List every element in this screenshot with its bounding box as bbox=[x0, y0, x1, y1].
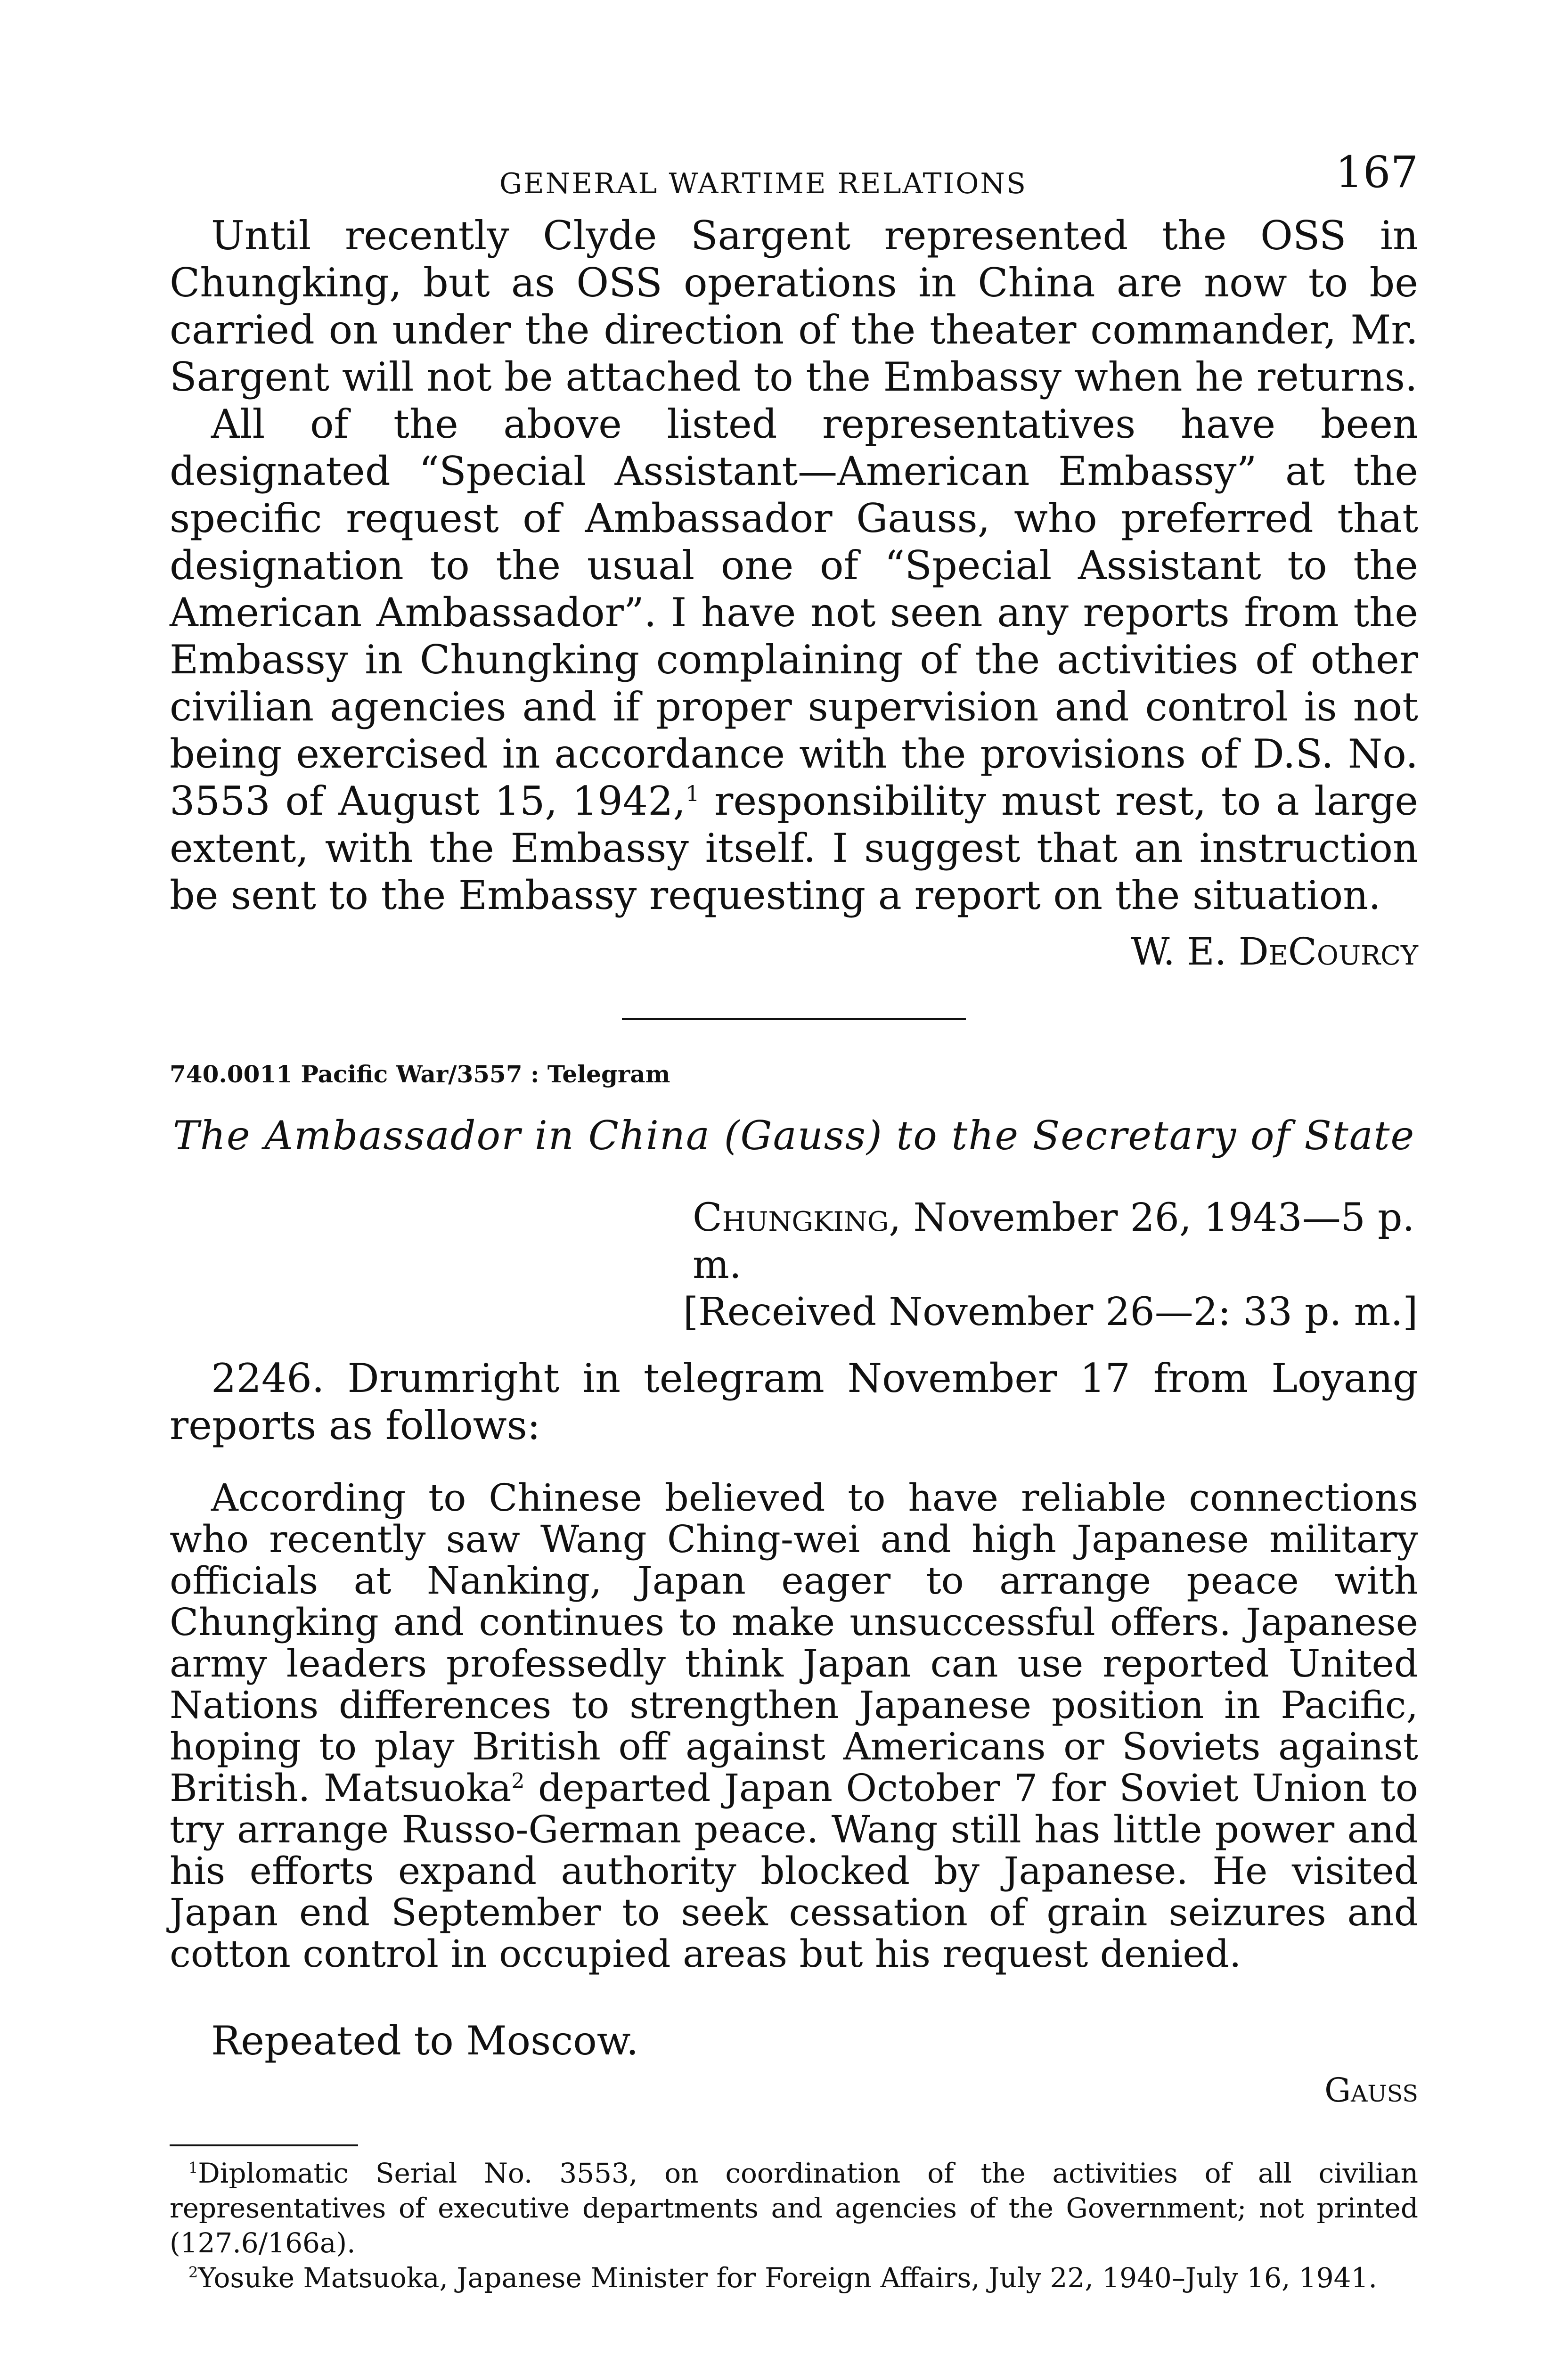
section-divider bbox=[622, 1018, 966, 1020]
telegram-body-text-cont: departed Japan October 7 for Soviet Union to try arrange Russo-German peace. Wang still has little power and his efforts expand authority blocked by Japanese. He visited Japan end September to seek cessation of grain seizures and cotton control in occupied areas but his request denied. bbox=[170, 1766, 1418, 1976]
footnote-1-text: Diplomatic Serial No. 3553, on coordination of the activities of all civilian representatives of executive departments and agencies of the Government; not printed (127.6/166a). bbox=[170, 2157, 1418, 2259]
dateline-date: , November 26, 1943—5 p. m. bbox=[693, 1195, 1415, 1287]
memo-paragraph-2 bbox=[170, 401, 1418, 919]
footnote-2-mark: 2 bbox=[188, 2263, 198, 2282]
footnote-2 bbox=[170, 2260, 1418, 2295]
received-line: [Received November 26—2: 33 p. m.] bbox=[683, 1290, 1418, 1334]
memo-paragraph-2-text: All of the above listed representatives have been designated “Special Assistant—American Embassy” at the specific request of Ambassador Gauss, who preferred that designation to the usual one of “Special Assistant to the American Ambassador”. I have not seen any reports from the Embassy in Chungking complaining of the activities of other civilian agencies and if proper supervision and control is not being exercised in accordance with the provisions of D.S. No. 3553 of August 15, 1942, bbox=[170, 401, 1418, 824]
telegram-opening: 2246. Drumright in telegram November 17 from Loyang reports as follows: bbox=[170, 1355, 1418, 1448]
footnote-ref-1[interactable]: 1 bbox=[686, 781, 700, 806]
footnote-1-mark: 1 bbox=[188, 2159, 198, 2177]
running-head: GENERAL WARTIME RELATIONS bbox=[499, 167, 1027, 200]
memo-paragraph-2-text-cont: responsibility must rest, to a large extent, with the Embassy itself. I suggest that an instruction be sent to the Embassy requesting a report on the situation. bbox=[170, 778, 1418, 918]
footnote-2-text: Yosuke Matsuoka, Japanese Minister for Foreign Affairs, July 22, 1940–July 16, 1941. bbox=[198, 2262, 1377, 2294]
footnote-1 bbox=[170, 2156, 1418, 2260]
dateline-place: Chungking bbox=[693, 1195, 889, 1240]
document-title: The Ambassador in China (Gauss) to the Secretary of State bbox=[172, 1113, 1415, 1159]
document-page bbox=[170, 147, 1418, 2295]
page-header bbox=[170, 147, 1418, 212]
footnote-divider bbox=[170, 2144, 358, 2146]
page-number: 167 bbox=[1335, 147, 1418, 197]
telegram-body bbox=[170, 1477, 1418, 1975]
file-reference: 740.0011 Pacific War/3557 : Telegram bbox=[170, 1060, 670, 1088]
telegram-body-text: According to Chinese believed to have reliable connections who recently saw Wang Ching-wei and high Japanese military officials at Nanking, Japan eager to arrange peace with Chungking and continues to make unsuccessful offers. Japanese army leaders professedly think Japan can use reported United Nations differences to strengthen Japanese position in Pacific, hoping to play British off against Americans or Soviets against British. Matsuoka bbox=[170, 1476, 1418, 1810]
dateline bbox=[693, 1194, 1418, 1289]
telegram-signoff: Gauss bbox=[1324, 2071, 1418, 2110]
repeated-line: Repeated to Moscow. bbox=[211, 2018, 639, 2064]
memo-paragraph-1: Until recently Clyde Sargent represented the OSS in Chungking, but as OSS operations in China are now to be carried on under the direction of the theater commander, Mr. Sargent will not be attached to the Embassy when he returns. bbox=[170, 213, 1418, 400]
footnote-ref-2[interactable]: 2 bbox=[511, 1769, 525, 1793]
memo-signature: W. E. DeCourcy bbox=[1131, 930, 1418, 973]
